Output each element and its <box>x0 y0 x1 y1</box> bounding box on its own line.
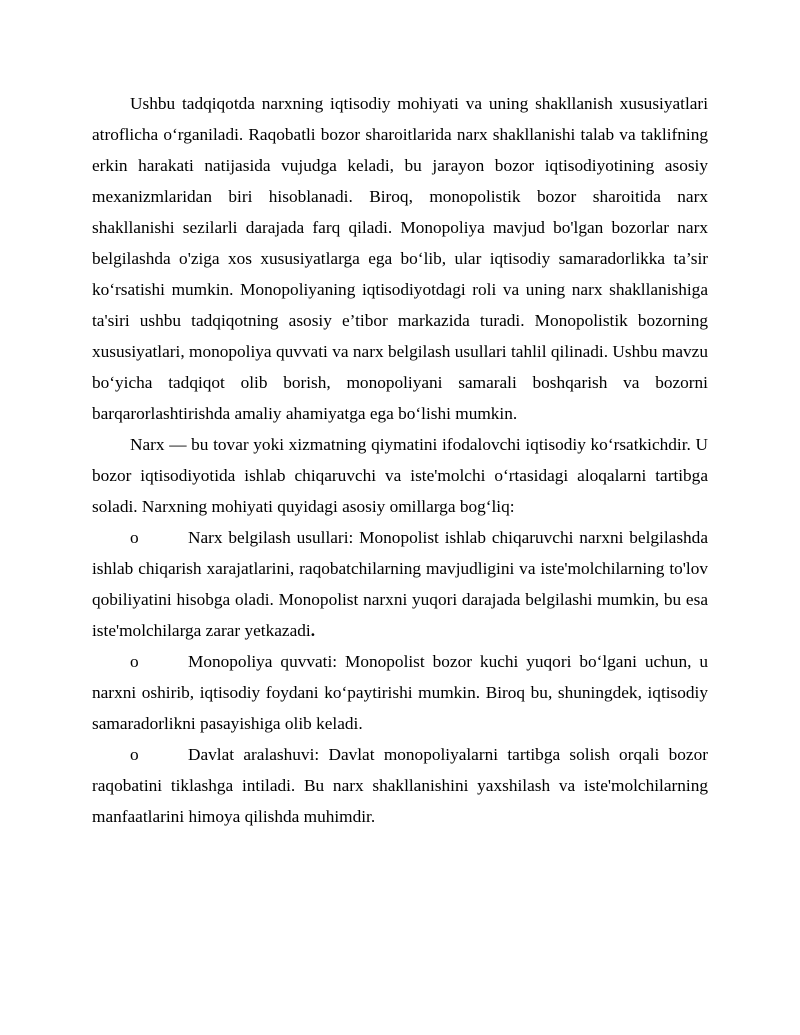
definition-paragraph: Narx — bu tovar yoki xizmatning qiymatini ifodalovchi iqtisodiy ko‘rsatkichdir. U bozor iqtisodiyotida ishlab chiqaruvchi va iste'molchi o‘rtasidagi aloqalarni tartibga soladi. Narxning mohiyati quyidagi asosiy omillarga bog‘liq: <box>92 435 708 516</box>
intro-paragraph: Ushbu tadqiqotda narxning iqtisodiy mohiyati va uning shakllanish xususiyatlari atroflicha o‘rganiladi. Raqobatli bozor sharoitlarida narx shakllanishi talab va taklifning erkin harakati natijasida vujudga keladi, bu jarayon bozor iqtisodiyotining asosiy mexanizmlaridan biri hisoblanadi. Biroq, monopolistik bozor sharoitida narx shakllanishi sezilarli darajada farq qiladi. Monopoliya mavjud bo'lgan bozorlar narx belgilashda o'ziga xos xususiyatlarga ega bo‘lib, ular iqtisodiy samaradorlikka ta’sir ko‘rsatishi mumkin. Monopoliyaning iqtisodiyotdagi roli va uning narx shakllanishiga ta'siri ushbu tadqiqotning asosiy e’tibor markazida turadi. Monopolistik bozorning xususiyatlari, monopoliya quvvati va narx belgilash usullari tahlil qilinadi. Ushbu mavzu bo‘yicha tadqiqot olib borish, monopoliyani samarali boshqarish va bozorni barqarorlashtirishda amaliy ahamiyatga ega bo‘lishi mumkin. <box>92 94 708 423</box>
list-item-monopoly-power <box>92 646 708 739</box>
list-item-text: Monopoliya quvvati: Monopolist bozor kuchi yuqori bo‘lgani uchun, u narxni oshirib, iqtisodiy foydani ko‘paytirishi mumkin. Biroq bu, shuningdek, iqtisodiy samaradorlikni pasayishiga olib keladi. <box>92 652 708 733</box>
bullet-marker: o <box>130 528 139 547</box>
bullet-marker: o <box>130 745 139 764</box>
bullet-marker: o <box>130 652 139 671</box>
list-item-trailing-period: . <box>310 621 316 640</box>
list-item-pricing-methods <box>92 522 708 646</box>
document-page <box>92 88 708 832</box>
list-item-text: Davlat aralashuvi: Davlat monopoliyalarni tartibga solish orqali bozor raqobatini tiklashga intiladi. Bu narx shakllanishini yaxshilash va iste'molchilarning manfaatlarini himoya qilishda muhimdir. <box>92 745 708 826</box>
list-item-state-intervention <box>92 739 708 832</box>
list-item-text: Narx belgilash usullari: Monopolist ishlab chiqaruvchi narxni belgilashda ishlab chiqarish xarajatlarini, raqobatchilarning mavjudligini va iste'molchilarning to'lov qobiliyatini hisobga oladi. Monopolist narxni yuqori darajada belgilashi mumkin, bu esa iste'molchilarga zarar yetkazadi <box>92 528 708 640</box>
